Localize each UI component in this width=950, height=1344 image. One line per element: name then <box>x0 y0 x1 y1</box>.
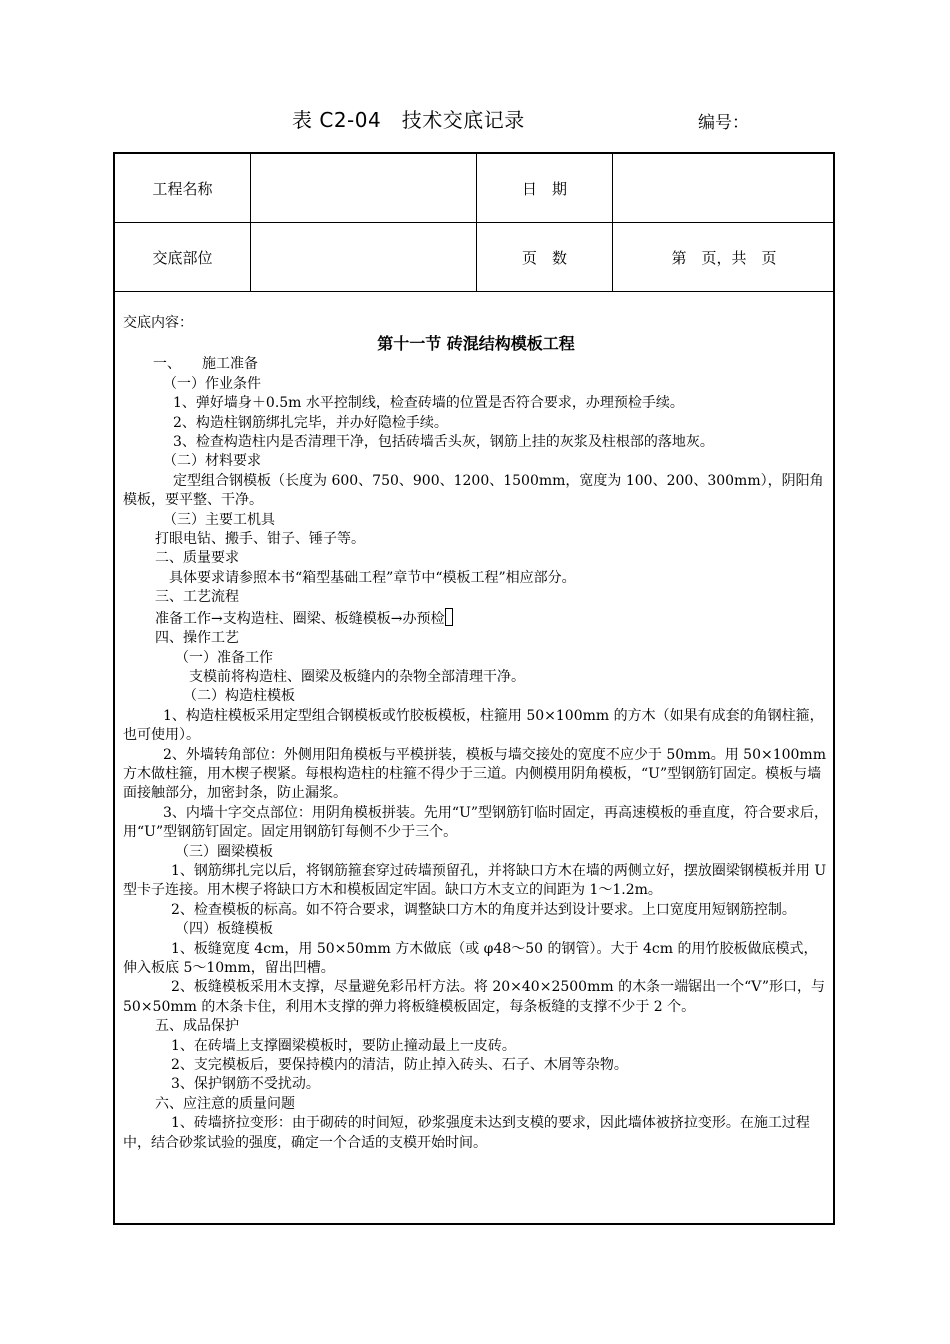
process-flow: 准备工作→支构造柱、圈梁、板缝模板→办预检 <box>155 610 445 627</box>
content-line: 1、弹好墙身＋0.5m 水平控制线，检查砖墙的位置是否符合要求，办理预检手续。 <box>173 395 684 412</box>
content-line <box>123 608 829 629</box>
content-line: 3、内墙十字交点部位：用阴角模板拼装。先用“U”型钢筋钉临时固定，再高速模板的垂直度，符合要求后，用“U”型钢筋钉固定。固定用钢筋钉每侧不少于三个。 <box>123 804 829 841</box>
date-label: 日 期 <box>521 179 567 198</box>
content-line: 1、砖墙挤拉变形：由于砌砖的时间短，砂浆强度未达到支模的要求，因此墙体被挤拉变形。在施工过程中，结合砂浆试验的强度，确定一个合适的支模开始时间。 <box>123 1115 810 1151</box>
content-line: 2、检查模板的标高。如不符合要求，调整缺口方木的角度并达到设计要求。上口宽度用短钢筋控制。 <box>171 901 796 918</box>
content-line: （四）板缝模板 <box>175 921 273 938</box>
date-value <box>613 154 835 222</box>
handover-content <box>123 314 829 1153</box>
row-divider <box>115 291 833 292</box>
number-label: 编号： <box>698 113 749 133</box>
content-line: 定型组合钢模板（长度为 600、750、900、1200、1500mm，宽度为 100、200、300mm），阴阳角模板，要平整、干净。 <box>123 472 824 509</box>
content-line: 1、板缝宽度 4cm，用 50×50mm 方木做底（或 φ48～50 的钢管）。大于 4cm 的用竹胶板做底模式，伸入板底 5～10mm，留出凹槽。 <box>123 940 818 976</box>
content-line: 1、钢筋绑扎完以后，将钢筋箍套穿过砖墙预留孔，并将缺口方木在墙的两侧立好，摆放圈梁钢模板并用 U 型卡子连接。用木楔子将缺口方木和模板固定牢固。缺口方木支立的间距为 1～1.2m。 <box>123 862 827 899</box>
content-line: 具体要求请参照本书“箱型基础工程”章节中“模板工程”相应部分。 <box>169 569 576 586</box>
content-line: 六、应注意的质量问题 <box>155 1095 295 1112</box>
content-line: （二）材料要求 <box>163 453 261 470</box>
content-line: 二、质量要求 <box>155 550 239 567</box>
content-line: 2、板缝模板采用木支撑，尽量避免彩吊杆方法。将 20×40×2500mm 的木条一端锯出一个“V”形口，与 50×50mm 的木条卡住，利用木支撑的弹力将板缝模板固定，每条板缝的支撑不少于 2 个。 <box>123 979 826 1015</box>
content-line: （一）作业条件 <box>163 375 261 392</box>
page-title: 表 C2-04 技术交底记录 <box>292 108 525 132</box>
text-cursor <box>445 608 453 626</box>
content-line: 支模前将构造柱、圈梁及板缝内的杂物全部清理干净。 <box>189 668 525 685</box>
project-name-value <box>251 154 476 222</box>
content-line: （二）构造柱模板 <box>183 688 295 705</box>
content-line: 3、检查构造柱内是否清理干净，包括砖墙舌头灰，钢筋上挂的灰浆及柱根部的落地灰。 <box>173 434 714 451</box>
content-line: （三）主要工机具 <box>163 511 275 528</box>
page-count-label: 页 数 <box>521 248 567 267</box>
section-title: 第十一节 砖混结构模板工程 <box>377 334 575 354</box>
handover-part-label: 交底部位 <box>152 248 213 267</box>
content-line: 三、工艺流程 <box>155 589 239 606</box>
handover-part-value <box>251 223 476 291</box>
content-line: 一、 施工准备 <box>153 356 258 373</box>
content-label: 交底内容： <box>123 315 193 331</box>
content-line: 2、构造柱钢筋绑扎完毕，并办好隐检手续。 <box>173 414 448 431</box>
content-line: 3、保护钢筋不受扰动。 <box>171 1076 320 1093</box>
project-name-label: 工程名称 <box>152 179 213 198</box>
content-line: 1、构造柱模板采用定型组合钢模板或竹胶板模板，柱箍用 50×100mm 的方木（如果有成套的角钢柱箍，也可使用）。 <box>123 707 824 744</box>
record-table <box>113 152 835 1225</box>
content-line: 1、在砖墙上支撑圈梁模板时，要防止撞动最上一皮砖。 <box>171 1037 516 1054</box>
content-line: 2、外墙转角部位：外侧用阳角模板与平模拼装，模板与墙交接处的宽度不应少于 50mm。用 50×100mm 方木做柱箍，用木楔子楔紧。每根构造柱的柱箍不得少于三道。内侧模用阴角模板，“U”型钢筋钉固定。模板与墙面接触部分，加密封条，防止漏浆。 <box>123 746 826 802</box>
content-line: （三）圈梁模板 <box>175 843 273 860</box>
page-count-value: 第 页，共 页 <box>671 248 777 267</box>
content-line: 五、成品保护 <box>155 1018 239 1035</box>
content-line: 四、操作工艺 <box>155 630 239 647</box>
content-line: 2、支完模板后，要保持模内的清洁，防止掉入砖头、石子、木屑等杂物。 <box>171 1057 628 1074</box>
content-line: （一）准备工作 <box>175 649 273 666</box>
content-line: 打眼电钻、搬手、钳子、锤子等。 <box>155 531 365 548</box>
